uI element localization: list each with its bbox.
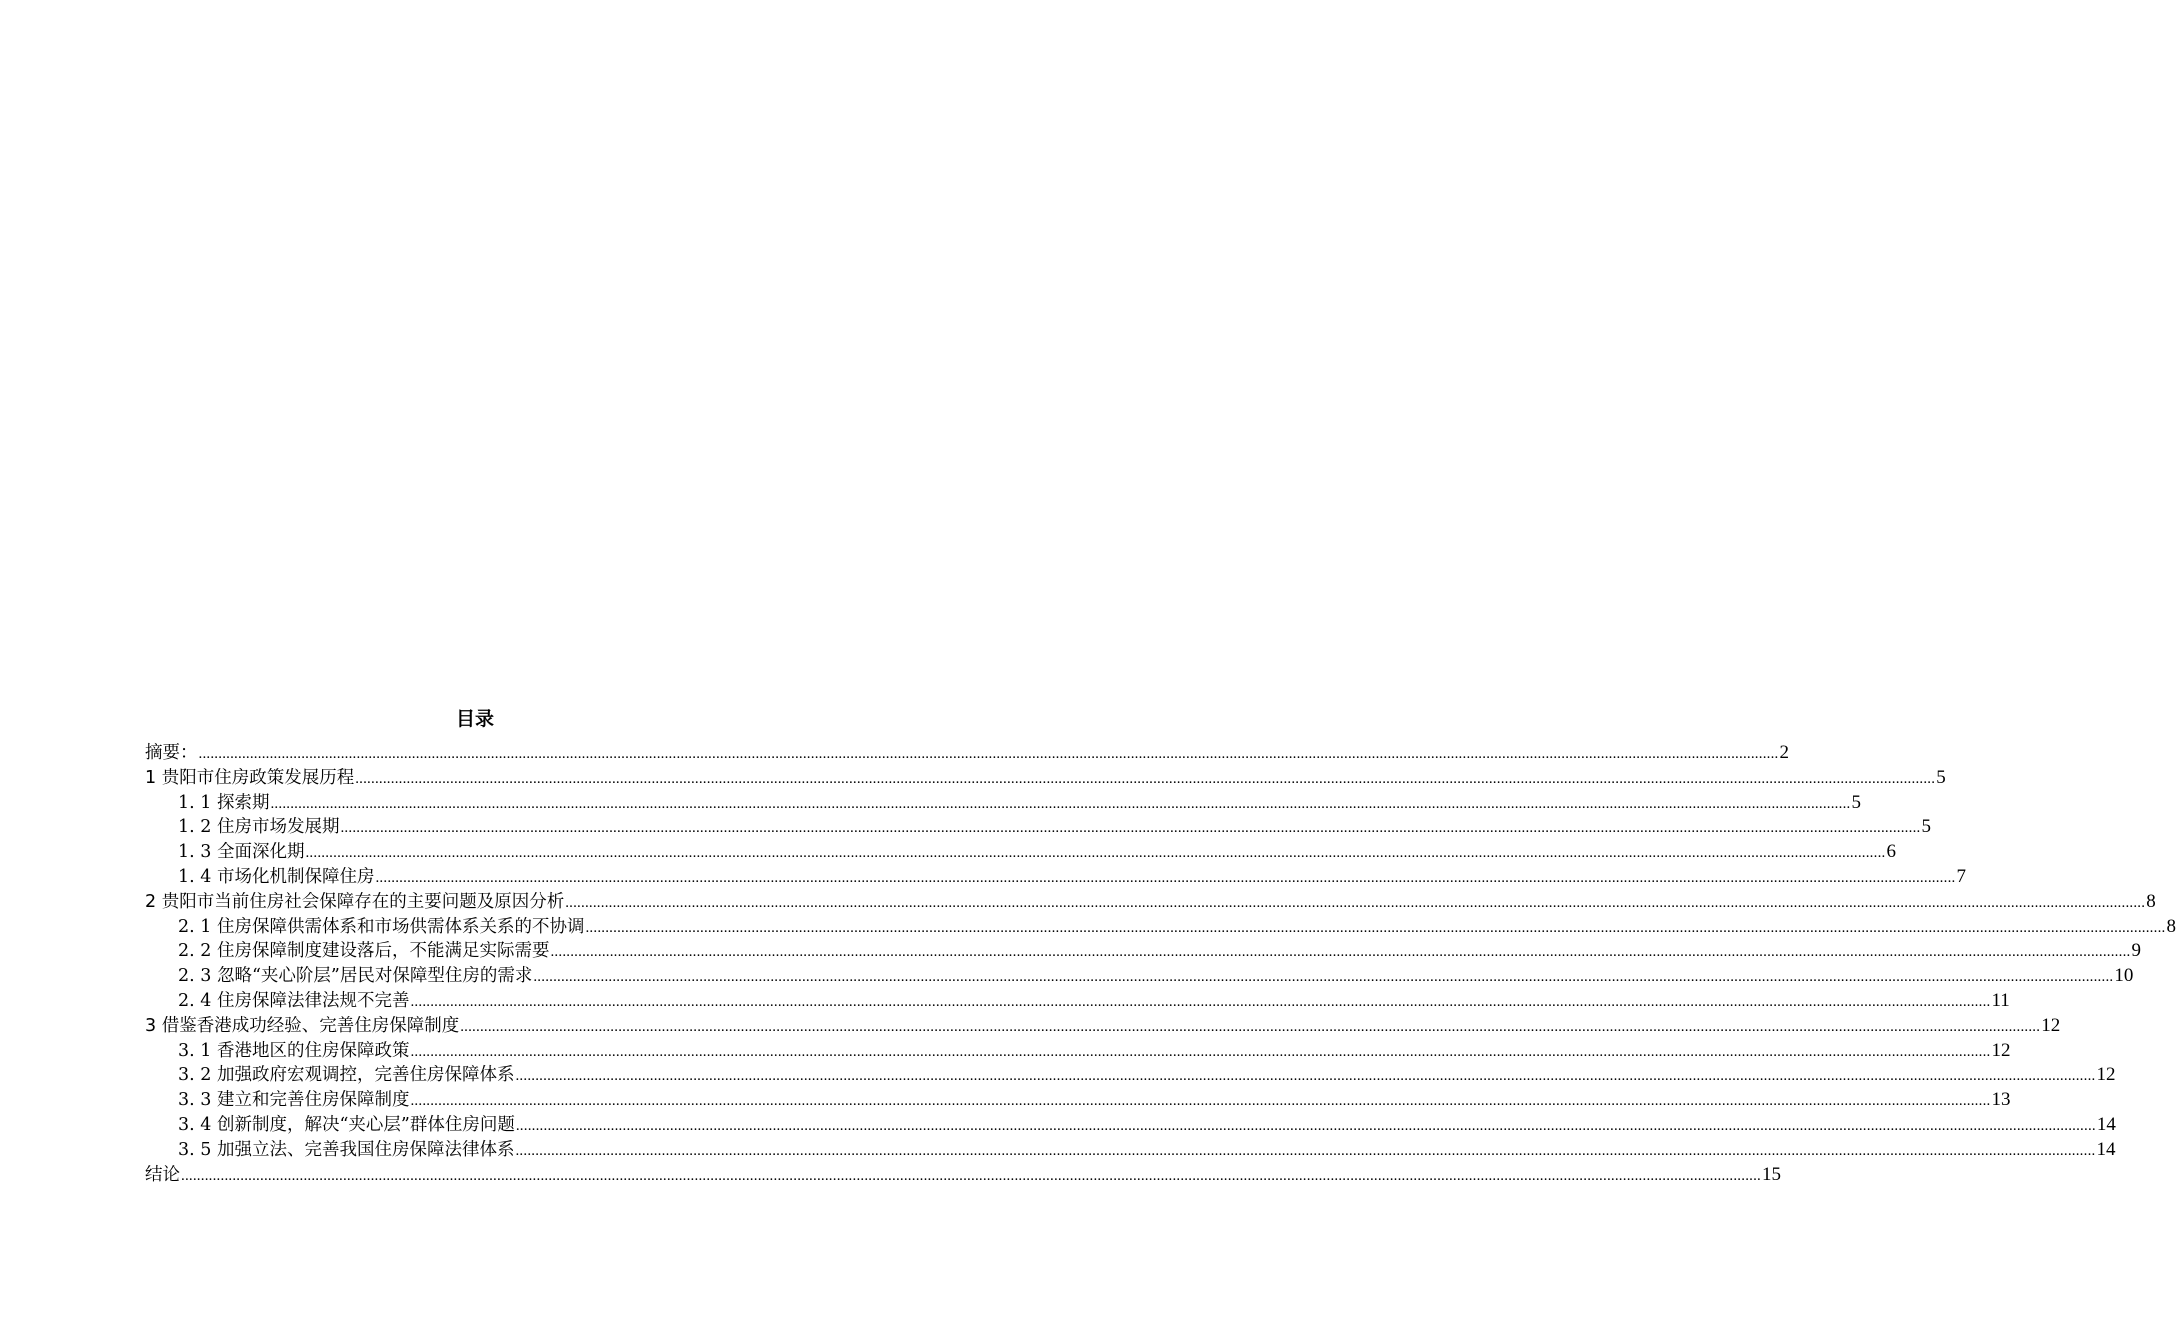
toc-entry[interactable] xyxy=(145,890,2156,915)
toc-leader-dots: ................................................................................................................................................................................................................................................................................................................................................................................................................ xyxy=(515,1068,2096,1085)
toc-entry-label: 2. 2 住房保障制度建设落后，不能满足实际需要 xyxy=(178,941,550,962)
toc-entry-label: 1. 3 全面深化期 xyxy=(178,842,305,863)
toc-entry[interactable] xyxy=(145,1113,2116,1138)
toc-entry[interactable] xyxy=(145,989,2010,1014)
toc-leader-dots: ................................................................................................................................................................................................................................................................................................................................................................................................................ xyxy=(565,894,2146,911)
toc-entry[interactable] xyxy=(145,915,2176,940)
toc-entry-page-number: 8 xyxy=(2146,890,2156,912)
toc-entry[interactable] xyxy=(145,1063,2116,1088)
toc-entry-label: 3. 2 加强政府宏观调控，完善住房保障体系 xyxy=(178,1065,515,1086)
toc-entry-label: 2. 3 忽略“夹心阶层”居民对保障型住房的需求 xyxy=(178,966,533,987)
toc-leader-dots: ................................................................................................................................................................................................................................................................................................................................................................................................................ xyxy=(270,795,1851,812)
toc-leader-dots: ................................................................................................................................................................................................................................................................................................................................................................................................................ xyxy=(181,1167,1761,1184)
toc-entry[interactable] xyxy=(145,964,2134,989)
toc-entry[interactable] xyxy=(145,766,1946,791)
toc-entry-page-number: 9 xyxy=(2131,940,2141,962)
toc-entry-page-number: 5 xyxy=(1921,816,1931,838)
toc-leader-dots: ................................................................................................................................................................................................................................................................................................................................................................................................................ xyxy=(515,1142,2096,1159)
toc-entry[interactable] xyxy=(145,939,2141,964)
toc-entry-page-number: 11 xyxy=(1991,989,2010,1011)
toc-entry-page-number: 10 xyxy=(2114,965,2134,987)
toc-leader-dots: ................................................................................................................................................................................................................................................................................................................................................................................................................ xyxy=(515,1117,2096,1134)
toc-entry-label: 3. 3 建立和完善住房保障制度 xyxy=(178,1090,410,1111)
toc-entry[interactable] xyxy=(145,791,1861,816)
toc-leader-dots: ................................................................................................................................................................................................................................................................................................................................................................................................................ xyxy=(550,944,2131,961)
toc-entry[interactable] xyxy=(145,865,1966,890)
toc-entry-page-number: 6 xyxy=(1886,841,1896,863)
toc-entry-label: 1. 1 探索期 xyxy=(178,792,270,813)
toc-entry-label: 2. 1 住房保障供需体系和市场供需体系关系的不协调 xyxy=(178,916,585,937)
toc-leader-dots: ................................................................................................................................................................................................................................................................................................................................................................................................................ xyxy=(198,746,1779,762)
toc-leader-dots: ................................................................................................................................................................................................................................................................................................................................................................................................................ xyxy=(533,969,2114,986)
toc-leader-dots: ................................................................................................................................................................................................................................................................................................................................................................................................................ xyxy=(355,770,1936,787)
table-of-contents xyxy=(145,741,2176,1187)
toc-entry[interactable] xyxy=(145,1014,2061,1039)
toc-entry-page-number: 13 xyxy=(1991,1089,2011,1111)
toc-entry[interactable] xyxy=(145,741,1789,766)
toc-entry[interactable] xyxy=(145,1088,2011,1113)
toc-entry-label: 摘要： xyxy=(145,743,198,763)
toc-leader-dots: ................................................................................................................................................................................................................................................................................................................................................................................................................ xyxy=(460,1018,2041,1035)
toc-entry-label: 1. 4 市场化机制保障住房 xyxy=(178,866,375,887)
toc-entry-page-number: 2 xyxy=(1779,742,1789,763)
toc-entry-label: 1 贵阳市住房政策发展历程 xyxy=(145,767,355,788)
toc-entry-page-number: 5 xyxy=(1851,791,1861,813)
toc-entry-label: 3. 5 加强立法、完善我国住房保障法律体系 xyxy=(178,1139,515,1160)
toc-entry-label: 结论 xyxy=(145,1164,180,1185)
toc-entry-page-number: 8 xyxy=(2166,915,2176,937)
toc-entry[interactable] xyxy=(145,815,1931,840)
toc-entry[interactable] xyxy=(145,1163,1781,1188)
toc-entry-label: 3. 4 创新制度，解决“夹心层”群体住房问题 xyxy=(178,1114,515,1135)
toc-entry-page-number: 7 xyxy=(1956,865,1966,887)
toc-entry-label: 1. 2 住房市场发展期 xyxy=(178,817,340,838)
toc-leader-dots: ................................................................................................................................................................................................................................................................................................................................................................................................................ xyxy=(585,919,2166,936)
toc-entry-label: 3. 1 香港地区的住房保障政策 xyxy=(178,1040,410,1061)
toc-leader-dots: ................................................................................................................................................................................................................................................................................................................................................................................................................ xyxy=(305,845,1886,862)
toc-entry-page-number: 15 xyxy=(1762,1163,1781,1185)
toc-entry[interactable] xyxy=(145,1039,2011,1064)
toc-leader-dots: ................................................................................................................................................................................................................................................................................................................................................................................................................ xyxy=(410,1093,1991,1110)
toc-leader-dots: ................................................................................................................................................................................................................................................................................................................................................................................................................ xyxy=(375,869,1956,886)
toc-entry-page-number: 12 xyxy=(1991,1039,2011,1061)
toc-entry-label: 2. 4 住房保障法律法规不完善 xyxy=(178,990,410,1011)
toc-entry-page-number: 14 xyxy=(2096,1113,2116,1135)
toc-entry[interactable] xyxy=(145,840,1896,865)
toc-entry-page-number: 14 xyxy=(2096,1138,2116,1160)
toc-leader-dots: ................................................................................................................................................................................................................................................................................................................................................................................................................ xyxy=(410,1043,1991,1060)
toc-leader-dots: ................................................................................................................................................................................................................................................................................................................................................................................................................ xyxy=(340,820,1921,837)
toc-entry-label: 3 借鉴香港成功经验、完善住房保障制度 xyxy=(145,1015,460,1036)
toc-entry-page-number: 5 xyxy=(1936,766,1946,788)
toc-entry-page-number: 12 xyxy=(2096,1064,2116,1086)
toc-entry-page-number: 12 xyxy=(2041,1014,2061,1036)
toc-entry[interactable] xyxy=(145,1138,2116,1163)
toc-leader-dots: ................................................................................................................................................................................................................................................................................................................................................................................................................ xyxy=(410,993,1991,1010)
toc-title: 目录 xyxy=(455,708,494,730)
toc-entry-label: 2 贵阳市当前住房社会保障存在的主要问题及原因分析 xyxy=(145,891,565,912)
